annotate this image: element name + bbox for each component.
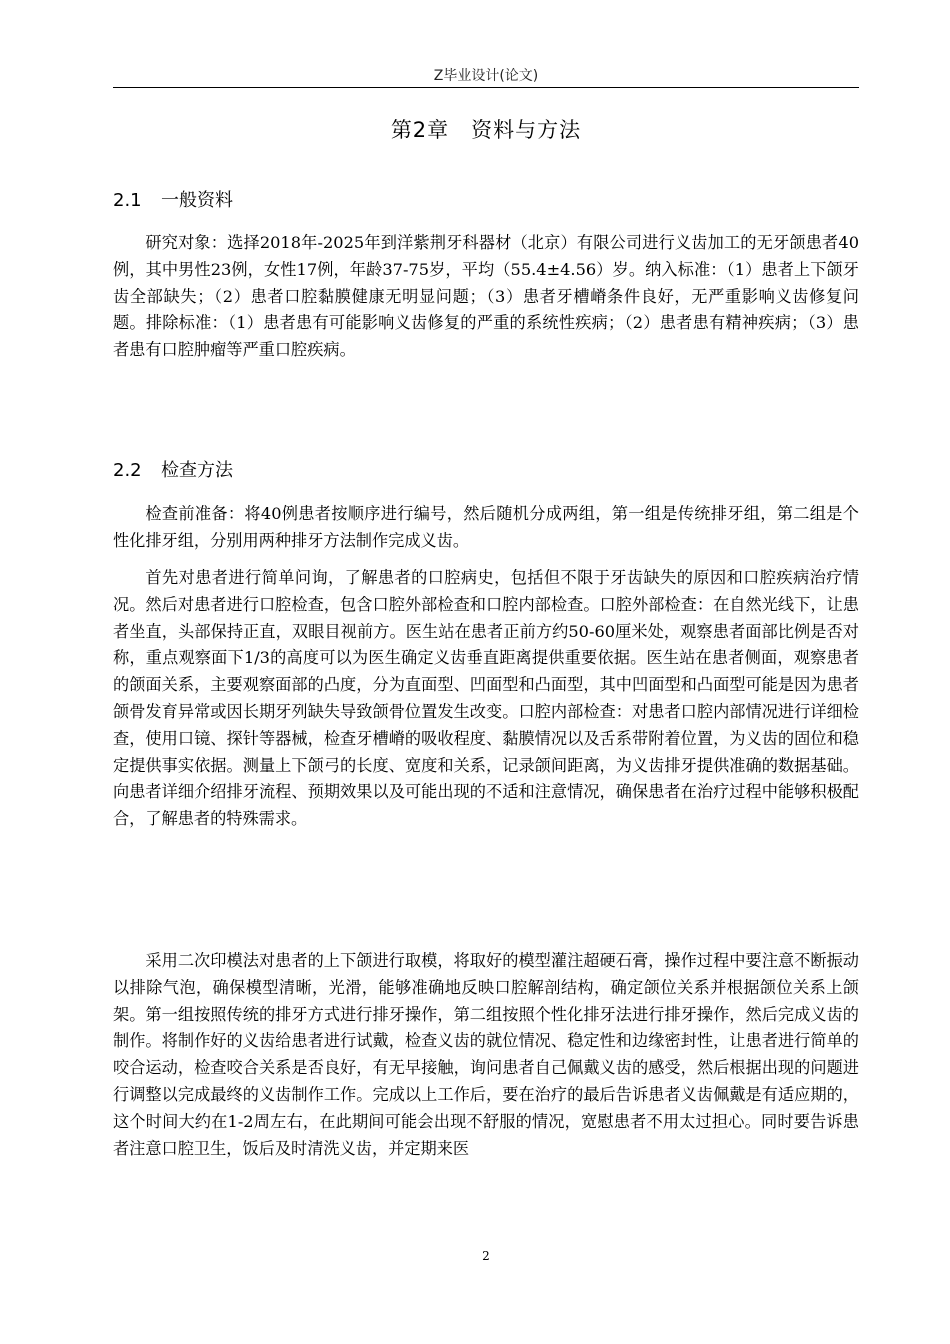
paragraph-examination: 首先对患者进行简单问询，了解患者的口腔病史，包括但不限于牙齿缺失的原因和口腔疾病治疗情况。然后对患者进行口腔检查，包含口腔外部检查和口腔内部检查。口腔外部检查：在自然光线下，让患者坐直，头部保持正直，双眼目视前方。医生站在患者正前方约50-60厘米处，观察患者面部比例是否对称，重点观察面下1/3的高度可以为医生确定义齿垂直距离提供重要依据。医生站在患者侧面，观察患者的颌面关系，主要观察面部的凸度，分为直面型、凹面型和凸面型，其中凹面型和凸面型可能是因为患者颌骨发育异常或因长期牙列缺失导致颌骨位置发生改变。口腔内部检查：对患者口腔内部情况进行详细检查，使用口镜、探针等器械，检查牙槽嵴的吸收程度、黏膜情况以及舌系带附着位置，为义齿的固位和稳定提供事实依据。测量上下颌弓的长度、宽度和关系，记录颌间距离，为义齿排牙提供准确的数据基础。向患者详细介绍排牙流程、预期效果以及可能出现的不适和注意情况，确保患者在治疗过程中能够积极配合，了解患者的特殊需求。	[113, 568, 859, 829]
paragraph-preparation: 检查前准备：将40例患者按顺序进行编号，然后随机分成两组，第一组是传统排牙组，第二组是个性化排牙组，分别用两种排牙方法制作完成义齿。	[113, 504, 859, 550]
section-heading-2-2	[113, 458, 859, 484]
section-heading-2-1	[113, 188, 859, 214]
section-number: 2.2	[113, 460, 142, 481]
section-title: 检查方法	[161, 460, 233, 481]
paragraph-research-subjects: 研究对象：选择2018年-2025年到洋紫荆牙科器材（北京）有限公司进行义齿加工的无牙颌患者40例，其中男性23例，女性17例，年龄37-75岁，平均（55.4±4.56）岁。纳入标准：（1）患者上下颌牙齿全部缺失；（2）患者口腔黏膜健康无明显问题；（3）患者牙槽嵴条件良好，无严重影响义齿修复问题。排除标准：（1）患者患有可能影响义齿修复的严重的系统性疾病；（2）患者患有精神疾病；（3）患者患有口腔肿瘤等严重口腔疾病。	[113, 233, 859, 360]
running-header: Z毕业设计(论文)	[433, 68, 539, 84]
paragraph-impression: 采用二次印模法对患者的上下颌进行取模，将取好的模型灌注超硬石膏，操作过程中要注意不断振动以排除气泡，确保模型清晰，光滑，能够准确地反映口腔解剖结构，确定颌位关系并根据颌位关系上颌架。第一组按照传统的排牙方式进行排牙操作，第二组按照个性化排牙法进行排牙操作，然后完成义齿的制作。将制作好的义齿给患者进行试戴，检查义齿的就位情况、稳定性和边缘密封性，让患者进行简单的咬合运动，检查咬合关系是否良好，有无早接触，询问患者自己佩戴义齿的感受，然后根据出现的问题进行调整以完成最终的义齿制作工作。完成以上工作后，要在治疗的最后告诉患者义齿佩戴是有适应期的，这个时间大约在1-2周左右，在此期间可能会出现不舒服的情况，宽慰患者不用太过担心。同时要告诉患者注意口腔卫生，饭后及时清洗义齿，并定期来医	[113, 951, 859, 1158]
page-number: 2	[482, 1249, 490, 1263]
chapter-title: 第2章 资料与方法	[390, 118, 582, 142]
section-title: 一般资料	[161, 190, 233, 211]
section-number: 2.1	[113, 190, 142, 211]
header-divider	[113, 87, 859, 88]
